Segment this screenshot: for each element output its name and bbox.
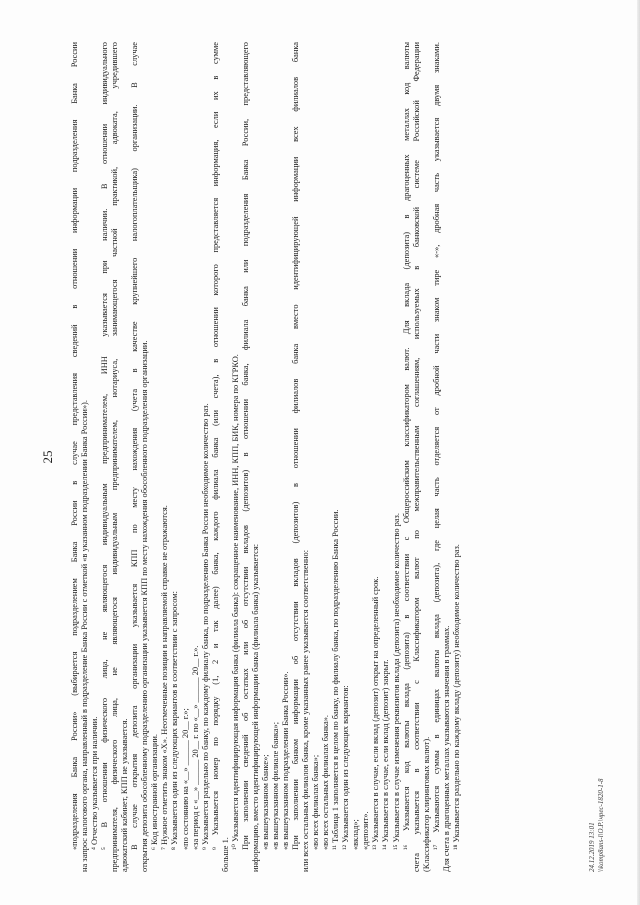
text-line: «в вышеуказанном банке»; bbox=[260, 754, 270, 850]
text-line: или всех остальных филиалов банка, кроме указанных ранее указывается соответственно: bbox=[301, 549, 311, 872]
rotated-content bbox=[40, 42, 620, 872]
text-line: «вклад»; bbox=[351, 819, 361, 850]
stamp-path: \\komp8ans-l\О.Р.\чрес-1820-1-8 bbox=[597, 778, 605, 872]
text-line: ¹⁸ Указывается раздельно по каждому вкладу (депозиту) необходимое количество раз. bbox=[451, 544, 461, 850]
text-line: «во всех остальных филиалах банка». bbox=[321, 715, 331, 850]
text-line: «в вышеуказанном филиале банка»; bbox=[270, 721, 280, 850]
text-line: адвокатский кабинет, КПП не указывается. bbox=[120, 718, 130, 872]
text-line: предпринимателя, физического лица, не являющегося индивидуальным предпринимателем, нотариуса, занимающегося частной практикой, адвоката, учредившего bbox=[110, 42, 120, 872]
text-line: «в вышеуказанном подразделении Банка России». bbox=[280, 671, 290, 850]
text-line: ⁹ Указывается раздельно по банку, по каждому филиалу банка, по подразделению Банка России необходимое количество раз. bbox=[200, 403, 210, 850]
text-line: больше 1. bbox=[220, 837, 230, 872]
text-line: ¹⁶ Указывается код валюты вклада (депозита) в соответствии с Общероссийским классификатором валют. Для вклада (депозита) в драгоценных металлах код валюты bbox=[401, 42, 411, 850]
text-line: ¹⁰ Указывается идентифицирующая информация банка (филиала банка): сокращенное наименование, ИНН, КПП, БИК, номера по КГРКО. bbox=[230, 354, 240, 850]
text-line: ¹⁵ Указывается в случае изменения реквизитов вклада (депозита) необходимое количество раз. bbox=[391, 513, 401, 850]
text-line: Для счета в драгоценных металлах указываются значения в граммах. bbox=[441, 625, 451, 872]
text-line: «по состоянию на «__» ______ 20__ г.»; bbox=[180, 708, 190, 850]
text-line: ⁹ Указывается номер по порядку (1, 2 и так далее) банка, каждого филиала банка (или счета), в отношении которого представляется информация, если их в сумме bbox=[210, 42, 220, 850]
text-line: При заполнении сведений об остатках или об отсутствии вкладов (депозитов) в отношении банка, филиала банка или подразделения Банка России, представляющего bbox=[240, 42, 250, 850]
text-line: ¹² Указывается один из следующих вариантов: bbox=[341, 685, 351, 850]
text-line: ¹¹ Таблица 1 заполняется в целом по банку, по филиалу банка, по подразделению Банка России. bbox=[331, 509, 341, 850]
stamp-date: 24.12.2019 13:01 bbox=[588, 822, 596, 872]
text-line: «депозит». bbox=[361, 811, 371, 850]
text-line: ⁸ Указывается один из следующих вариантов в соответствии с запросом: bbox=[170, 591, 180, 850]
text-line: на запрос налогового органа, направленный в подразделение Банка России с отметкой «в указанном подразделении Банка России»). bbox=[80, 400, 90, 872]
text-line: ¹⁷ Указываются суммы в единицах валюты вклада (депозита), где целая часть отделяется от дробной части знаком тире «-», дробная часть указывается двумя знаками. bbox=[431, 42, 441, 850]
text-line: ⁴ Отчество указывается при наличии. bbox=[90, 716, 100, 850]
text-line: ⁵ В отношении физического лица, не являющегося индивидуальным предпринимателем, ИНН указывается при наличии. В отношении индивидуального bbox=[100, 42, 110, 850]
text-line: (Классификатор клиринговых валют). bbox=[421, 736, 431, 872]
text-line: «за период с «__» ______ 20__ г. по «__» ______ 20__ г.». bbox=[190, 645, 200, 850]
footnotes-body bbox=[70, 42, 462, 872]
text-line: ⁶ Код иностранной организации. bbox=[150, 733, 160, 850]
text-line: «подразделения Банка России» (выбирается подразделением Банка России в случае представления сведений в отношении информации подразделения Банка России bbox=[70, 42, 79, 850]
text-line: ¹⁴ Указывается в случае, если вклад (депозит) закрыт. bbox=[381, 659, 391, 850]
text-line: ⁷ Нужное отметить знаком «X». Неотмеченные позиции в направляемой справке не отражаются. bbox=[160, 505, 170, 850]
text-line: открытия депозита обособленному подразделению организации указывается КПП по месту нахождения обособленного подразделения организации. bbox=[140, 340, 150, 872]
text-line: счета указывается в соответствии с Классификатором валют по межправительственным соглашениям, используемых в банковской системе Российской Федерации bbox=[411, 42, 421, 872]
file-stamp bbox=[588, 572, 606, 872]
text-line: «во всех филиалах банка»; bbox=[311, 754, 321, 850]
text-line: В случае открытия депозита организации указывается КПП по месту нахождения (учета в качестве крупнейшего налогоплательщика) организации. В случае bbox=[130, 42, 140, 850]
page-number: 25 bbox=[40, 450, 55, 464]
text-line: информацию, вместо идентифицирующей информации банка (филиала банка) указывается: bbox=[250, 543, 260, 872]
text-line: При заполнении банком информации об отсутствии вкладов (депозитов) в отношении филиалов банка вместо идентифицирующей информации всех филиалов банка bbox=[291, 42, 301, 850]
text-line: ¹³ Указывается в случае, если вклад (депозит) открыт на определенный срок. bbox=[371, 576, 381, 850]
